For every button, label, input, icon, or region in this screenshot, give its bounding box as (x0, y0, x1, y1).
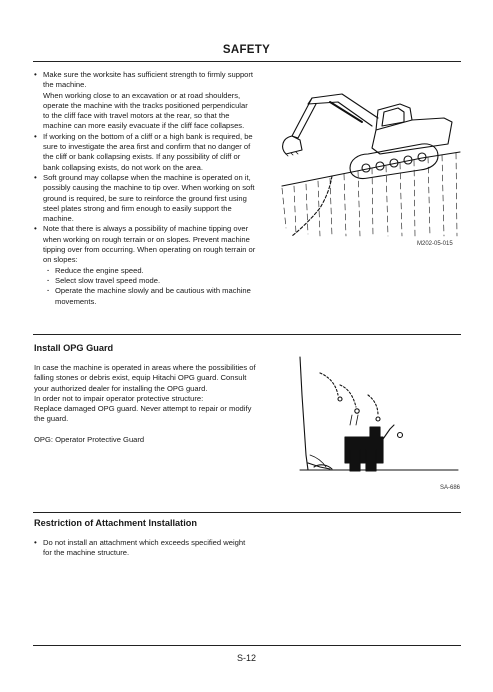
excavator-cliff-illustration (272, 88, 462, 238)
bullet-item (34, 173, 256, 224)
opg-section-text (34, 363, 256, 445)
section-rule (33, 334, 461, 335)
bullet-text: Make sure the worksite has sufficient strength to firmly support the machine. When working close to an excavation or at road shoulders, operate the machine with the tracks positioned perpendicular to the cliff face with travel motors at the rear, so that the machine can more easily evacuate if the cliff face collapses. (43, 70, 254, 131)
bullet-item (34, 224, 256, 306)
section-heading-attachment: Restriction of Attachment Installation (34, 518, 198, 528)
section-heading-opg: Install OPG Guard (34, 343, 114, 353)
worksite-safety-text (34, 70, 256, 307)
sub-item: · Select slow travel speed mode. (47, 276, 256, 286)
figure-code: SA-686 (440, 485, 461, 491)
slope-sub-list (43, 266, 256, 307)
attachment-bullet-list (34, 538, 256, 559)
bullet-item (34, 132, 256, 173)
bullet-text: Soft ground may collapse when the machine is operated on it, possibly causing the machine to tip over. When working on soft ground is required, be sure to reinforce the ground first using steel plates strong and firm enough to easily support the machine. (43, 172, 255, 224)
sub-item: · Operate the machine slowly and be cautious with machine movements. (47, 286, 256, 307)
sub-item: · Reduce the engine speed. (47, 266, 256, 276)
footer-rule (33, 645, 461, 646)
bullet-text: Do not install an attachment which exceeds specified weight for the machine structure. (43, 538, 246, 558)
bullet-item (34, 70, 256, 132)
figure-code: M202-05-015 (417, 241, 453, 247)
page-title: SAFETY (222, 44, 271, 56)
opg-paragraph: In case the machine is operated in areas where the possibilities of falling stones or debris exist, equip Hitachi OPG guard. Consult your authorized dealer for installing the OPG guard. In order not to impair operator protective structure: Replace damaged OPG guard. Never attempt to repair or modify the guard. (34, 363, 256, 424)
header-rule (33, 61, 461, 62)
worksite-bullet-list (34, 70, 256, 307)
attachment-section-text (34, 538, 256, 559)
opg-note: OPG: Operator Protective Guard (34, 434, 145, 444)
section-rule (33, 512, 461, 513)
bullet-item (34, 538, 256, 559)
falling-stones-illustration (290, 355, 460, 480)
bullet-text: If working on the bottom of a cliff or a high bank is required, be sure to investigate the area first and confirm that no danger of the cliff or bank collapsing exists. If any possibility of cliff or bank collapsing exists, do not work on the area. (43, 131, 253, 172)
page-number: S-12 (236, 653, 256, 663)
bullet-text: Note that there is always a possibility of machine tipping over when working on rough terrain or on slopes. Prevent machine tipping over from occurring. When operating on rough terrain or on slopes: (43, 224, 256, 265)
